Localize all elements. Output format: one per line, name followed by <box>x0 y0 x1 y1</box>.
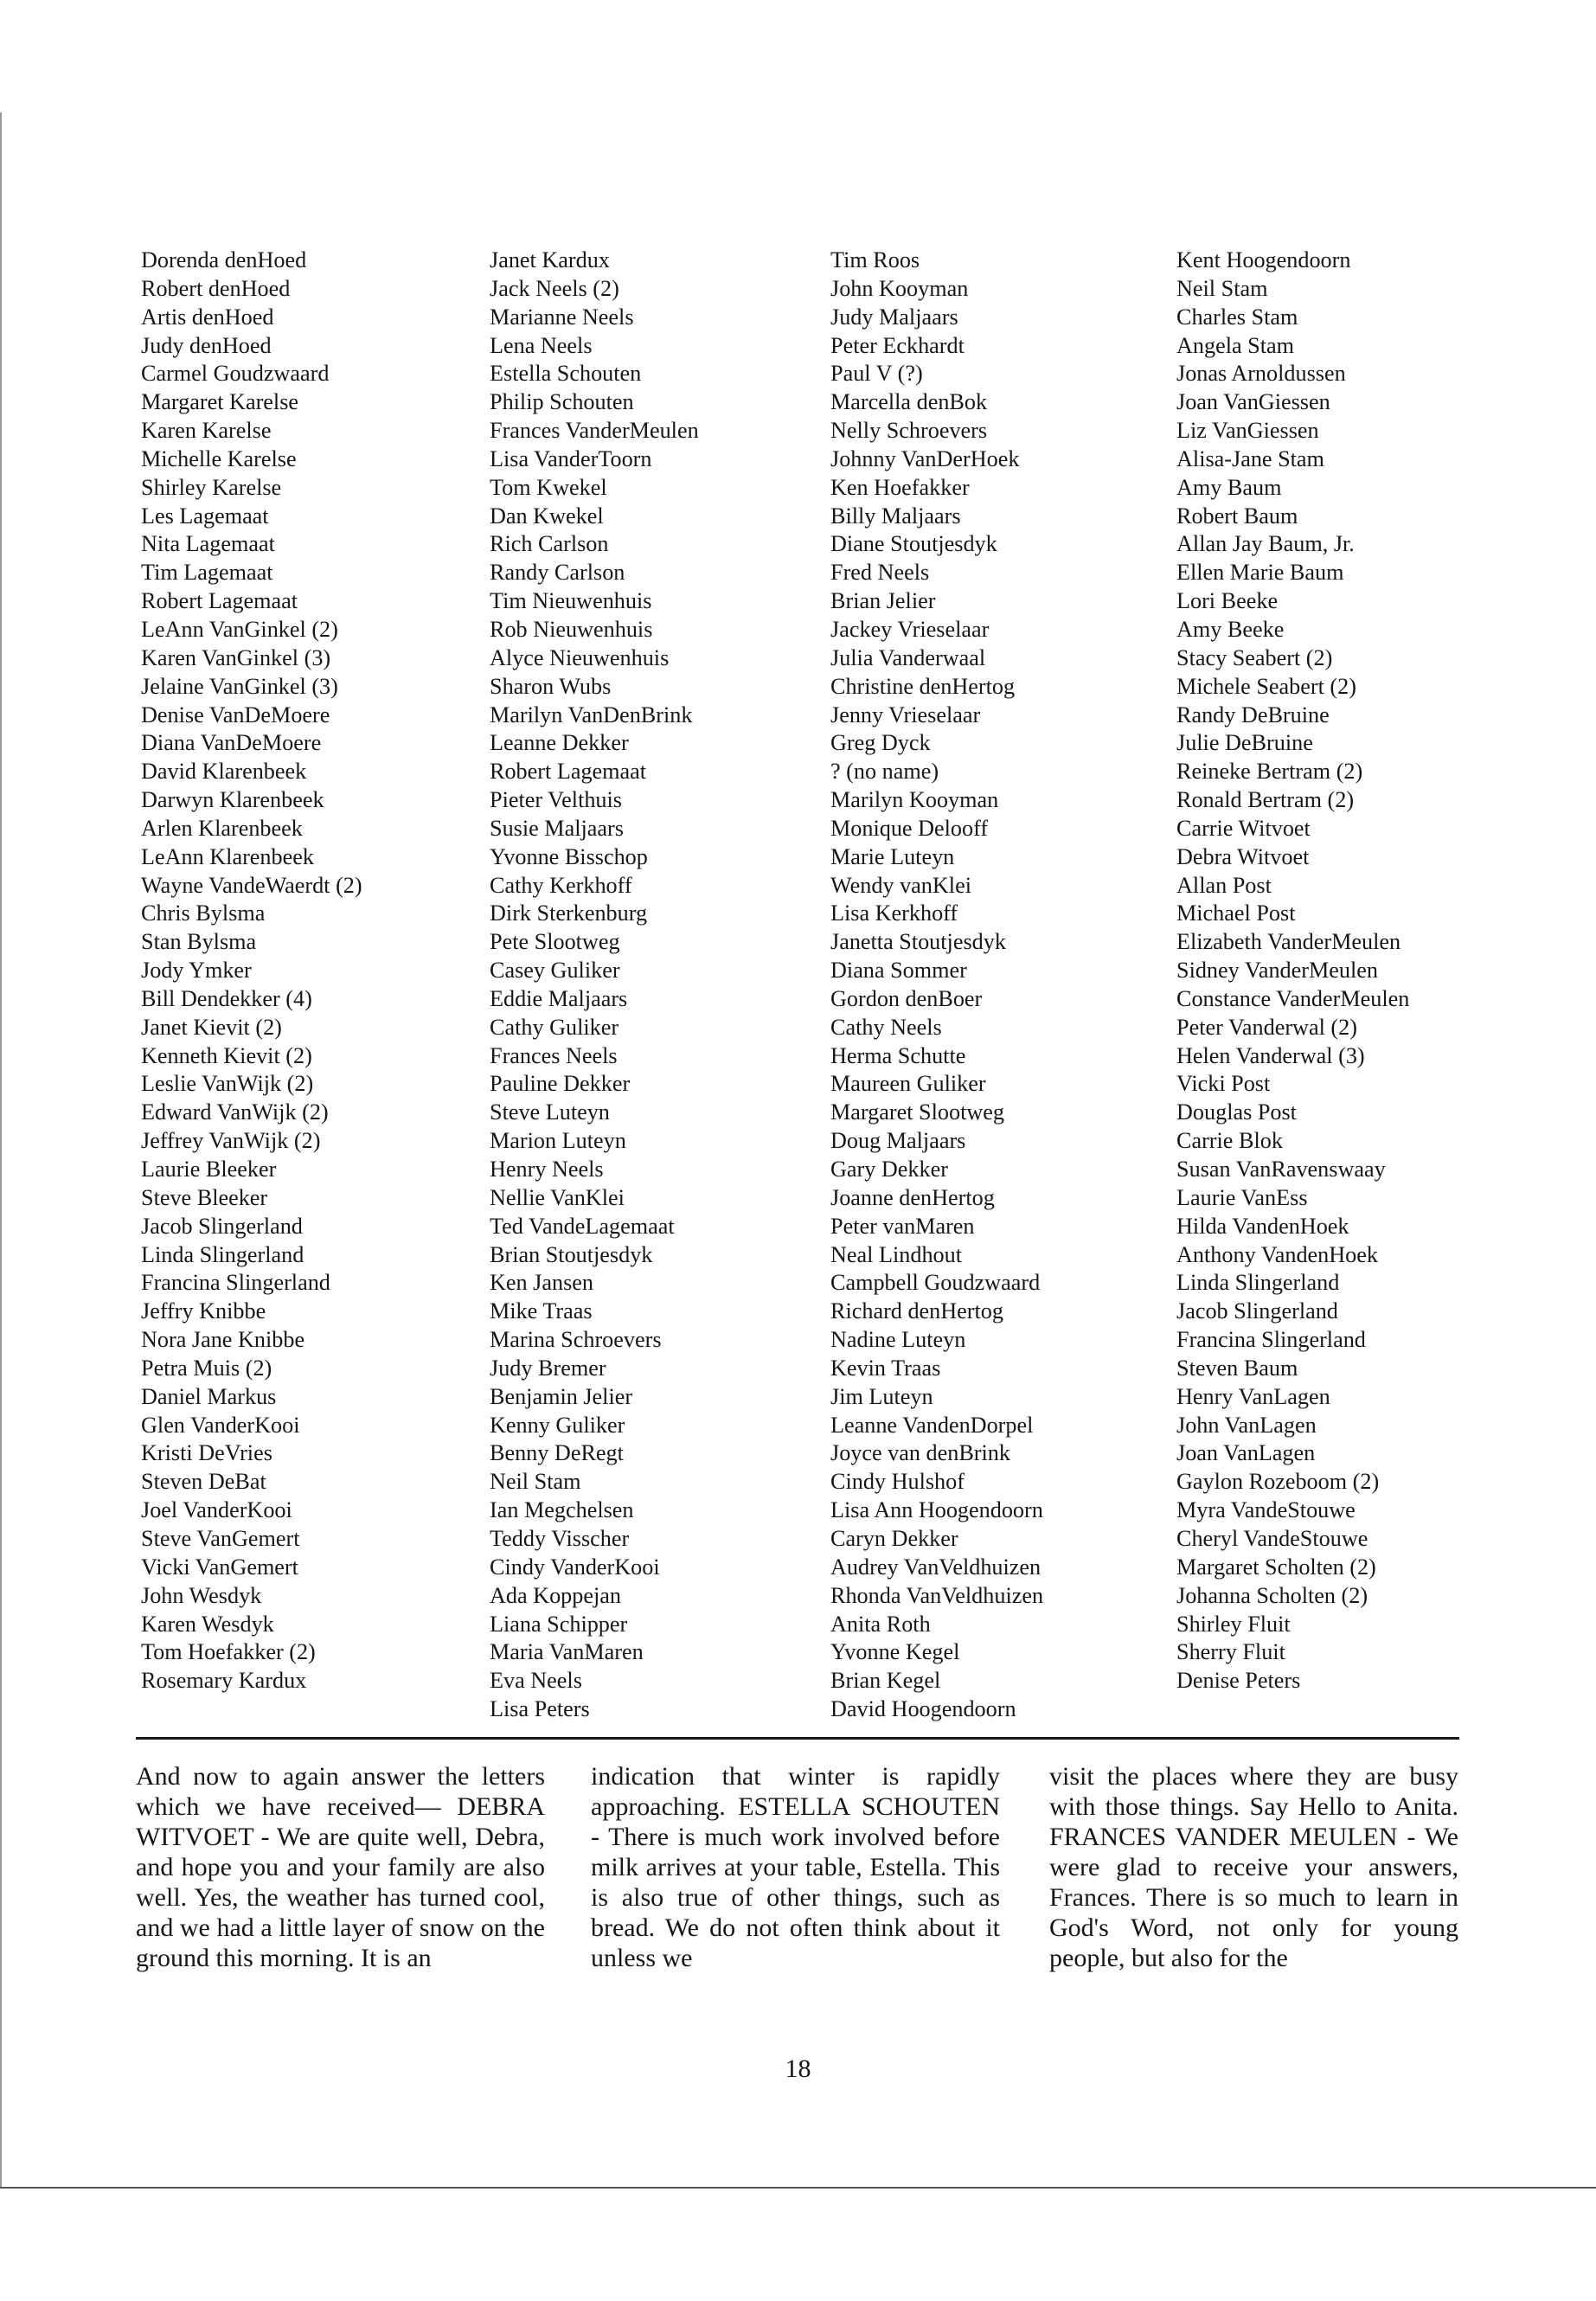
names-column-3 <box>830 247 1168 1724</box>
name-entry: Randy DeBruine <box>1176 702 1330 727</box>
name-entry: Nita Lagemaat <box>141 531 275 557</box>
name-entry: Linda Slingerland <box>141 1241 304 1267</box>
name-entry: Joel VanderKooi <box>141 1497 292 1523</box>
name-entry: Kenny Guliker <box>490 1412 625 1438</box>
name-entry: Jim Luteyn <box>830 1383 933 1409</box>
name-entry: Cindy VanderKooi <box>490 1554 660 1580</box>
name-entry: Carrie Blok <box>1176 1128 1283 1154</box>
name-entry: Nadine Luteyn <box>830 1327 966 1353</box>
name-entry: Kevin Traas <box>830 1355 941 1381</box>
name-entry: Margaret Scholten (2) <box>1176 1554 1376 1580</box>
name-entry: Jenny Vrieselaar <box>830 702 981 727</box>
name-entry: Tim Lagemaat <box>141 560 273 586</box>
name-entry: Judy Maljaars <box>830 304 958 330</box>
name-entry: Greg Dyck <box>830 730 931 756</box>
name-entry: Gordon denBoer <box>830 985 983 1011</box>
name-entry: Joyce van denBrink <box>830 1440 1010 1466</box>
name-entry: Jackey Vrieselaar <box>830 616 990 642</box>
name-entry: Cindy Hulshof <box>830 1469 965 1495</box>
name-entry: Campbell Goudzwaard <box>830 1270 1041 1296</box>
name-entry: Vicki Post <box>1176 1071 1271 1097</box>
name-entry: Leanne VandenDorpel <box>830 1412 1034 1438</box>
name-entry: Leanne Dekker <box>490 730 629 756</box>
name-entry: Lisa Ann Hoogendoorn <box>830 1497 1043 1523</box>
name-entry: Ronald Bertram (2) <box>1176 787 1355 813</box>
name-entry: Edward VanWijk (2) <box>141 1099 329 1125</box>
name-entry: Charles Stam <box>1176 304 1298 330</box>
name-entry: Hilda VandenHoek <box>1176 1213 1349 1239</box>
name-entry: Johanna Scholten (2) <box>1176 1582 1368 1608</box>
name-entry: Teddy Visscher <box>490 1525 630 1551</box>
name-entry: Frances VanderMeulen <box>490 418 699 444</box>
name-entry: Steve VanGemert <box>141 1525 300 1551</box>
name-entry: Anthony VandenHoek <box>1176 1241 1378 1267</box>
name-entry: Les Lagemaat <box>141 503 269 529</box>
name-entry: Rich Carlson <box>490 531 609 557</box>
letters-column-3 <box>1049 1761 1458 1973</box>
name-entry: Carrie Witvoet <box>1176 815 1311 841</box>
name-entry: Monique Delooff <box>830 815 989 841</box>
name-entry: Randy Carlson <box>490 560 625 586</box>
name-entry: Dan Kwekel <box>490 503 604 529</box>
names-column-4 <box>1176 247 1514 1695</box>
name-entry: Myra VandeStouwe <box>1176 1497 1356 1523</box>
name-entry: Frances Neels <box>490 1042 618 1068</box>
name-entry: John VanLagen <box>1176 1412 1317 1438</box>
name-entry: Michele Seabert (2) <box>1176 673 1356 699</box>
name-entry: Johnny VanDerHoek <box>830 445 1020 471</box>
name-entry: Marie Luteyn <box>830 843 955 869</box>
name-entry: Darwyn Klarenbeek <box>141 787 324 813</box>
name-entry: Lena Neels <box>490 332 593 358</box>
name-entry: Daniel Markus <box>141 1383 277 1409</box>
name-entry: Kent Hoogendoorn <box>1176 247 1351 272</box>
name-entry: Dirk Sterkenburg <box>490 901 648 926</box>
name-entry: Yvonne Bisschop <box>490 843 648 869</box>
name-entry: Joanne denHertog <box>830 1184 995 1210</box>
name-entry: Peter Eckhardt <box>830 332 965 358</box>
name-entry: Steven Baum <box>1176 1355 1298 1381</box>
name-entry: Elizabeth VanderMeulen <box>1176 929 1401 955</box>
name-entry: Michael Post <box>1176 901 1296 926</box>
names-column-2 <box>490 247 827 1724</box>
name-entry: Julie DeBruine <box>1176 730 1313 756</box>
page-border <box>0 112 2 2189</box>
name-entry: Denise Peters <box>1176 1668 1301 1694</box>
name-entry: Steven DeBat <box>141 1469 266 1495</box>
name-entry: Joan VanLagen <box>1176 1440 1316 1466</box>
name-entry: Lisa VanderToorn <box>490 445 652 471</box>
name-entry: Neal Lindhout <box>830 1241 962 1267</box>
name-entry: Denise VanDeMoere <box>141 702 330 727</box>
name-entry: Mike Traas <box>490 1298 593 1324</box>
name-entry: Rob Nieuwenhuis <box>490 616 653 642</box>
name-entry: Margaret Slootweg <box>830 1099 1004 1125</box>
name-entry: Vicki VanGemert <box>141 1554 298 1580</box>
name-entry: Marilyn Kooyman <box>830 787 999 813</box>
name-entry: Julia Vanderwaal <box>830 644 986 670</box>
name-entry: Stan Bylsma <box>141 929 257 955</box>
name-entry: Jeffrey VanWijk (2) <box>141 1128 321 1154</box>
name-entry: Leslie VanWijk (2) <box>141 1071 314 1097</box>
name-entry: Linda Slingerland <box>1176 1270 1340 1296</box>
name-entry: Amy Baum <box>1176 474 1282 500</box>
name-entry: Chris Bylsma <box>141 901 266 926</box>
name-entry: Casey Guliker <box>490 958 620 984</box>
name-entry: Michelle Karelse <box>141 445 297 471</box>
name-entry: Jody Ymker <box>141 958 252 984</box>
page-number: 18 <box>785 2054 811 2083</box>
name-entry: Diana Sommer <box>830 958 967 984</box>
name-entry: Sherry Fluit <box>1176 1639 1285 1665</box>
name-entry: Jacob Slingerland <box>1176 1298 1338 1324</box>
name-entry: Anita Roth <box>830 1611 931 1637</box>
name-entry: Lori Beeke <box>1176 588 1279 614</box>
name-entry: Marion Luteyn <box>490 1128 626 1154</box>
name-entry: Francina Slingerland <box>141 1270 330 1296</box>
name-entry: Tom Kwekel <box>490 474 607 500</box>
name-entry: Maria VanMaren <box>490 1639 644 1665</box>
name-entry: Audrey VanVeldhuizen <box>830 1554 1042 1580</box>
name-entry: Gaylon Rozeboom (2) <box>1176 1469 1380 1495</box>
name-entry: Glen VanderKooi <box>141 1412 300 1438</box>
name-entry: Stacy Seabert (2) <box>1176 644 1333 670</box>
name-entry: Ken Hoefakker <box>830 474 970 500</box>
name-entry: Brian Jelier <box>830 588 936 614</box>
name-entry: Carmel Goudzwaard <box>141 361 330 387</box>
name-entry: Pieter Velthuis <box>490 787 622 813</box>
name-entry: Benny DeRegt <box>490 1440 624 1466</box>
name-entry: Steve Bleeker <box>141 1184 268 1210</box>
name-entry: Constance VanderMeulen <box>1176 985 1410 1011</box>
name-entry: Rhonda VanVeldhuizen <box>830 1582 1044 1608</box>
name-entry: David Hoogendoorn <box>830 1696 1016 1722</box>
name-entry: Petra Muis (2) <box>141 1355 272 1381</box>
name-entry: Richard denHertog <box>830 1298 1003 1324</box>
name-entry: Laurie Bleeker <box>141 1157 277 1182</box>
name-entry: Tim Roos <box>830 247 920 272</box>
name-entry: John Wesdyk <box>141 1582 262 1608</box>
name-entry: Paul V (?) <box>830 361 923 387</box>
name-entry: Yvonne Kegel <box>830 1639 960 1665</box>
name-entry: Liana Schipper <box>490 1611 628 1637</box>
letters-text-2: indication that winter is rapidly approaching. ESTELLA SCHOUTEN - There is much work involved before milk arrives at your table, Estella. This is also true of other things, such as bread. We do not often think about it unless we <box>591 1762 1000 1972</box>
name-entry: Marianne Neels <box>490 304 634 330</box>
name-entry: Judy denHoed <box>141 332 272 358</box>
name-entry: Karen VanGinkel (3) <box>141 644 331 670</box>
name-entry: Eddie Maljaars <box>490 985 628 1011</box>
name-entry: Allan Post <box>1176 872 1272 898</box>
name-entry: Margaret Karelse <box>141 389 299 415</box>
name-entry: Lisa Peters <box>490 1696 590 1722</box>
name-entry: Henry VanLagen <box>1176 1383 1330 1409</box>
letters-column-2 <box>591 1761 1000 1973</box>
name-entry: Peter Vanderwal (2) <box>1176 1014 1357 1040</box>
name-entry: Diana VanDeMoere <box>141 730 322 756</box>
name-entry: Reineke Bertram (2) <box>1176 759 1363 785</box>
name-entry: Sharon Wubs <box>490 673 612 699</box>
name-entry: Tom Hoefakker (2) <box>141 1639 316 1665</box>
name-entry: Dorenda denHoed <box>141 247 307 272</box>
name-entry: Ted VandeLagemaat <box>490 1213 675 1239</box>
name-entry: Philip Schouten <box>490 389 634 415</box>
name-entry: Bill Dendekker (4) <box>141 985 312 1011</box>
name-entry: Alyce Nieuwenhuis <box>490 644 670 670</box>
name-entry: Lisa Kerkhoff <box>830 901 958 926</box>
name-entry: Jack Neels (2) <box>490 275 619 301</box>
name-entry: Laurie VanEss <box>1176 1184 1308 1210</box>
name-entry: Artis denHoed <box>141 304 274 330</box>
name-entry: Ada Koppejan <box>490 1582 621 1608</box>
name-entry: Joan VanGiessen <box>1176 389 1330 415</box>
name-entry: Helen Vanderwal (3) <box>1176 1042 1365 1068</box>
name-entry: Nelly Schroevers <box>830 418 988 444</box>
name-entry: Nora Jane Knibbe <box>141 1327 305 1353</box>
name-entry: Robert denHoed <box>141 275 291 301</box>
name-entry: Wayne VandeWaerdt (2) <box>141 872 362 898</box>
name-entry: Douglas Post <box>1176 1099 1297 1125</box>
name-entry: Pauline Dekker <box>490 1071 631 1097</box>
name-entry: Janetta Stoutjesdyk <box>830 929 1006 955</box>
page-bottom-edge <box>0 2187 1596 2189</box>
name-entry: Kenneth Kievit (2) <box>141 1042 312 1068</box>
name-entry: Estella Schouten <box>490 361 642 387</box>
name-entry: Ian Megchelsen <box>490 1497 634 1523</box>
name-entry: Debra Witvoet <box>1176 843 1310 869</box>
name-entry: Henry Neels <box>490 1157 604 1182</box>
name-entry: ? (no name) <box>830 759 939 785</box>
name-entry: LeAnn Klarenbeek <box>141 843 314 869</box>
name-entry: Peter vanMaren <box>830 1213 975 1239</box>
letters-text-3: visit the places where they are busy with those things. Say Hello to Anita. FRANCES VANDER MEULEN - We were glad to receive your answers, Frances. There is so much to learn in God's Word, not only for young people, but also for the <box>1049 1762 1458 1972</box>
name-entry: Shirley Fluit <box>1176 1611 1291 1637</box>
name-entry: Marilyn VanDenBrink <box>490 702 693 727</box>
letters-text-1: And now to again answer the letters which we have received— DEBRA WITVOET - We are quite well, Debra, and hope you and your family are also well. Yes, the weather has turned cool, and we had a little layer of snow on the ground this morning. It is an <box>136 1762 545 1972</box>
name-entry: Karen Karelse <box>141 418 272 444</box>
name-entry: Alisa-Jane Stam <box>1176 445 1324 471</box>
name-entry: Allan Jay Baum, Jr. <box>1176 531 1355 557</box>
name-entry: John Kooyman <box>830 275 969 301</box>
name-entry: Cathy Kerkhoff <box>490 872 632 898</box>
name-entry: Billy Maljaars <box>830 503 961 529</box>
name-entry: Jelaine VanGinkel (3) <box>141 673 338 699</box>
name-entry: Rosemary Kardux <box>141 1668 307 1694</box>
name-entry: Neil Stam <box>490 1469 581 1495</box>
name-entry: Jacob Slingerland <box>141 1213 303 1239</box>
name-entry: Kristi DeVries <box>141 1440 272 1466</box>
name-entry: Liz VanGiessen <box>1176 418 1319 444</box>
name-entry: LeAnn VanGinkel (2) <box>141 616 338 642</box>
name-entry: Marina Schroevers <box>490 1327 662 1353</box>
name-entry: Wendy vanKlei <box>830 872 971 898</box>
name-entry: Ken Jansen <box>490 1270 593 1296</box>
name-entry: Robert Lagemaat <box>141 588 298 614</box>
name-entry: Christine denHertog <box>830 673 1016 699</box>
name-entry: Janet Kardux <box>490 247 610 272</box>
name-entry: Gary Dekker <box>830 1157 948 1182</box>
name-entry: Eva Neels <box>490 1668 582 1694</box>
name-entry: Pete Slootweg <box>490 929 620 955</box>
name-entry: Herma Schutte <box>830 1042 966 1068</box>
letters-column-1 <box>136 1761 545 1973</box>
name-entry: Sidney VanderMeulen <box>1176 958 1378 984</box>
name-entry: Karen Wesdyk <box>141 1611 274 1637</box>
name-entry: Cheryl VandeStouwe <box>1176 1525 1368 1551</box>
name-entry: Angela Stam <box>1176 332 1295 358</box>
name-entry: Neil Stam <box>1176 275 1268 301</box>
names-column-1 <box>141 247 478 1695</box>
name-entry: David Klarenbeek <box>141 759 307 785</box>
name-entry: Steve Luteyn <box>490 1099 610 1125</box>
name-entry: Robert Baum <box>1176 503 1298 529</box>
name-entry: Cathy Guliker <box>490 1014 619 1040</box>
name-entry: Caryn Dekker <box>830 1525 958 1551</box>
name-entry: Fred Neels <box>830 560 930 586</box>
name-entry: Ellen Marie Baum <box>1176 560 1344 586</box>
name-entry: Judy Bremer <box>490 1355 606 1381</box>
name-entry: Nellie VanKlei <box>490 1184 625 1210</box>
section-divider <box>136 1737 1459 1740</box>
name-entry: Robert Lagemaat <box>490 759 647 785</box>
name-entry: Amy Beeke <box>1176 616 1285 642</box>
name-entry: Susie Maljaars <box>490 815 624 841</box>
name-entry: Maureen Guliker <box>830 1071 986 1097</box>
name-entry: Janet Kievit (2) <box>141 1014 282 1040</box>
name-entry: Brian Stoutjesdyk <box>490 1241 653 1267</box>
name-entry: Brian Kegel <box>830 1668 941 1694</box>
name-entry: Marcella denBok <box>830 389 988 415</box>
name-entry: Francina Slingerland <box>1176 1327 1366 1353</box>
name-entry: Cathy Neels <box>830 1014 942 1040</box>
name-entry: Susan VanRavenswaay <box>1176 1157 1386 1182</box>
name-entry: Jeffry Knibbe <box>141 1298 266 1324</box>
name-entry: Benjamin Jelier <box>490 1383 633 1409</box>
name-entry: Arlen Klarenbeek <box>141 815 303 841</box>
name-entry: Doug Maljaars <box>830 1128 966 1154</box>
name-entry: Jonas Arnoldussen <box>1176 361 1346 387</box>
name-entry: Tim Nieuwenhuis <box>490 588 652 614</box>
name-entry: Diane Stoutjesdyk <box>830 531 997 557</box>
name-entry: Shirley Karelse <box>141 474 282 500</box>
